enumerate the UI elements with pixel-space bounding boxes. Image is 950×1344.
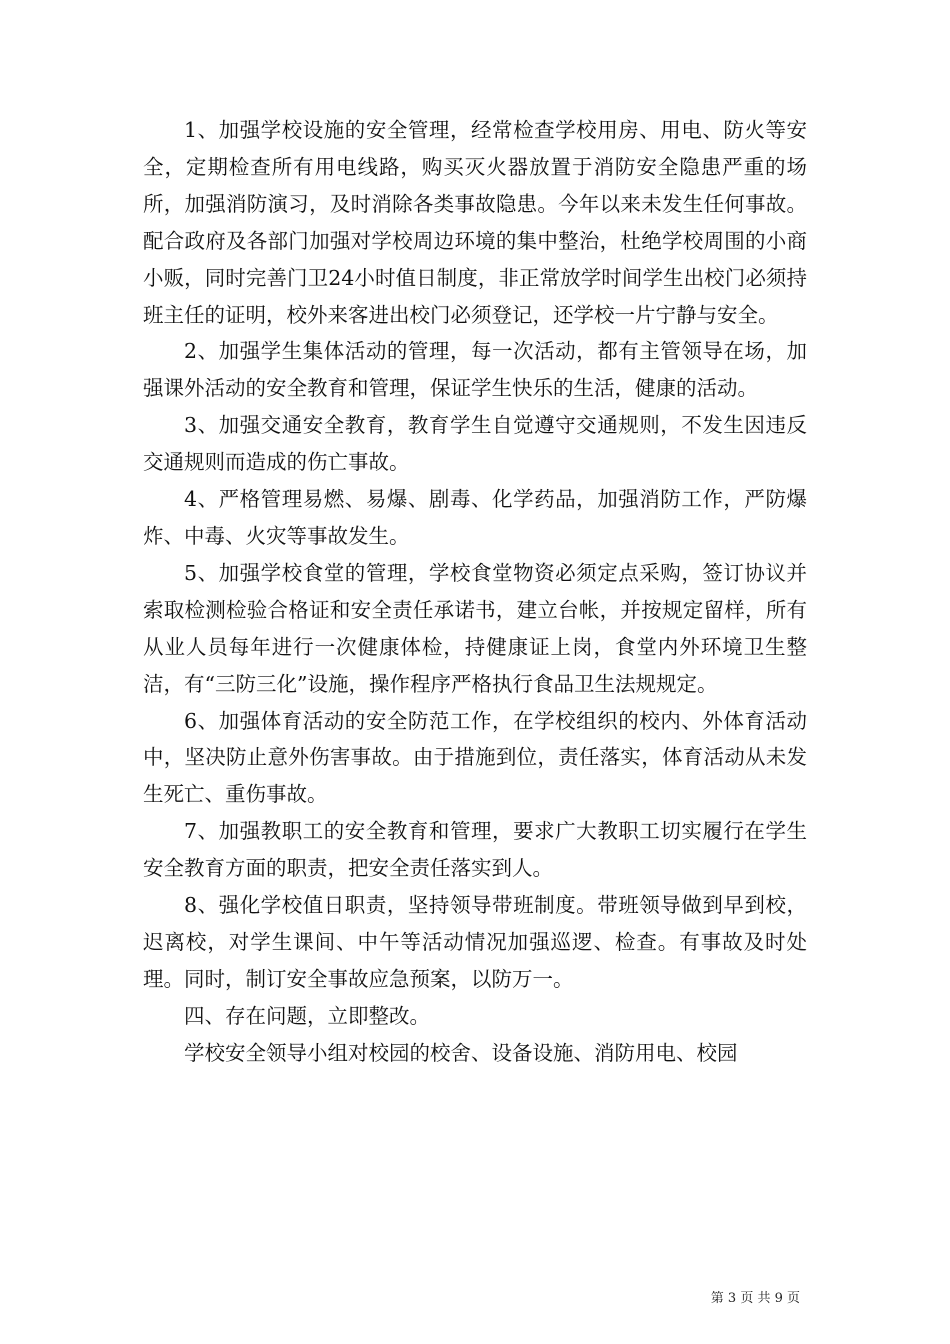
document-body (143, 112, 807, 1072)
paragraph-1: 1、加强学校设施的安全管理，经常检查学校用房、用电、防火等安全，定期检查所有用电线路，购买灭火器放置于消防安全隐患严重的场所，加强消防演习，及时消除各类事故隐患。今年以来未发生任何事故。配合政府及各部门加强对学校周边环境的集中整治，杜绝学校周围的小商小贩，同时完善门卫24小时值日制度，非正常放学时间学生出校门必须持班主任的证明，校外来客进出校门必须登记，还学校一片宁静与安全。 (143, 118, 807, 327)
paragraph-3: 3、加强交通安全教育，教育学生自觉遵守交通规则，不发生因违反交通规则而造成的伤亡事故。 (143, 413, 807, 475)
paragraph-5: 5、加强学校食堂的管理，学校食堂物资必须定点采购，签订协议并索取检测检验合格证和安全责任承诺书，建立台帐，并按规定留样，所有从业人员每年进行一次健康体检，持健康证上岗，食堂内外环境卫生整洁，有“三防三化”设施，操作程序严格执行食品卫生法规规定。 (143, 560, 807, 696)
paragraph-8: 8、强化学校值日职责，坚持领导带班制度。带班领导做到早到校，迟离校，对学生课间、中午等活动情况加强巡逻、检查。有事故及时处理。同时，制订安全事故应急预案，以防万一。 (143, 893, 807, 991)
section-heading: 四、存在问题，立即整改。 (184, 1003, 430, 1028)
page-number-footer: 第 3 页 共 9 页 (710, 1291, 800, 1306)
paragraph-4: 4、严格管理易燃、易爆、剧毒、化学药品，加强消防工作，严防爆炸、中毒、火灾等事故发生。 (143, 487, 807, 548)
paragraph-6: 6、加强体育活动的安全防范工作，在学校组织的校内、外体育活动中，坚决防止意外伤害事故。由于措施到位，责任落实，体育活动从未发生死亡、重伤事故。 (143, 708, 807, 807)
paragraph-2: 2、加强学生集体活动的管理，每一次活动，都有主管领导在场，加强课外活动的安全教育和管理，保证学生快乐的生活，健康的活动。 (143, 339, 807, 401)
paragraph-7: 7、加强教职工的安全教育和管理，要求广大教职工切实履行在学生安全教育方面的职责，把安全责任落实到人。 (143, 819, 807, 881)
paragraph-10: 学校安全领导小组对校园的校舍、设备设施、消防用电、校园 (184, 1040, 738, 1065)
